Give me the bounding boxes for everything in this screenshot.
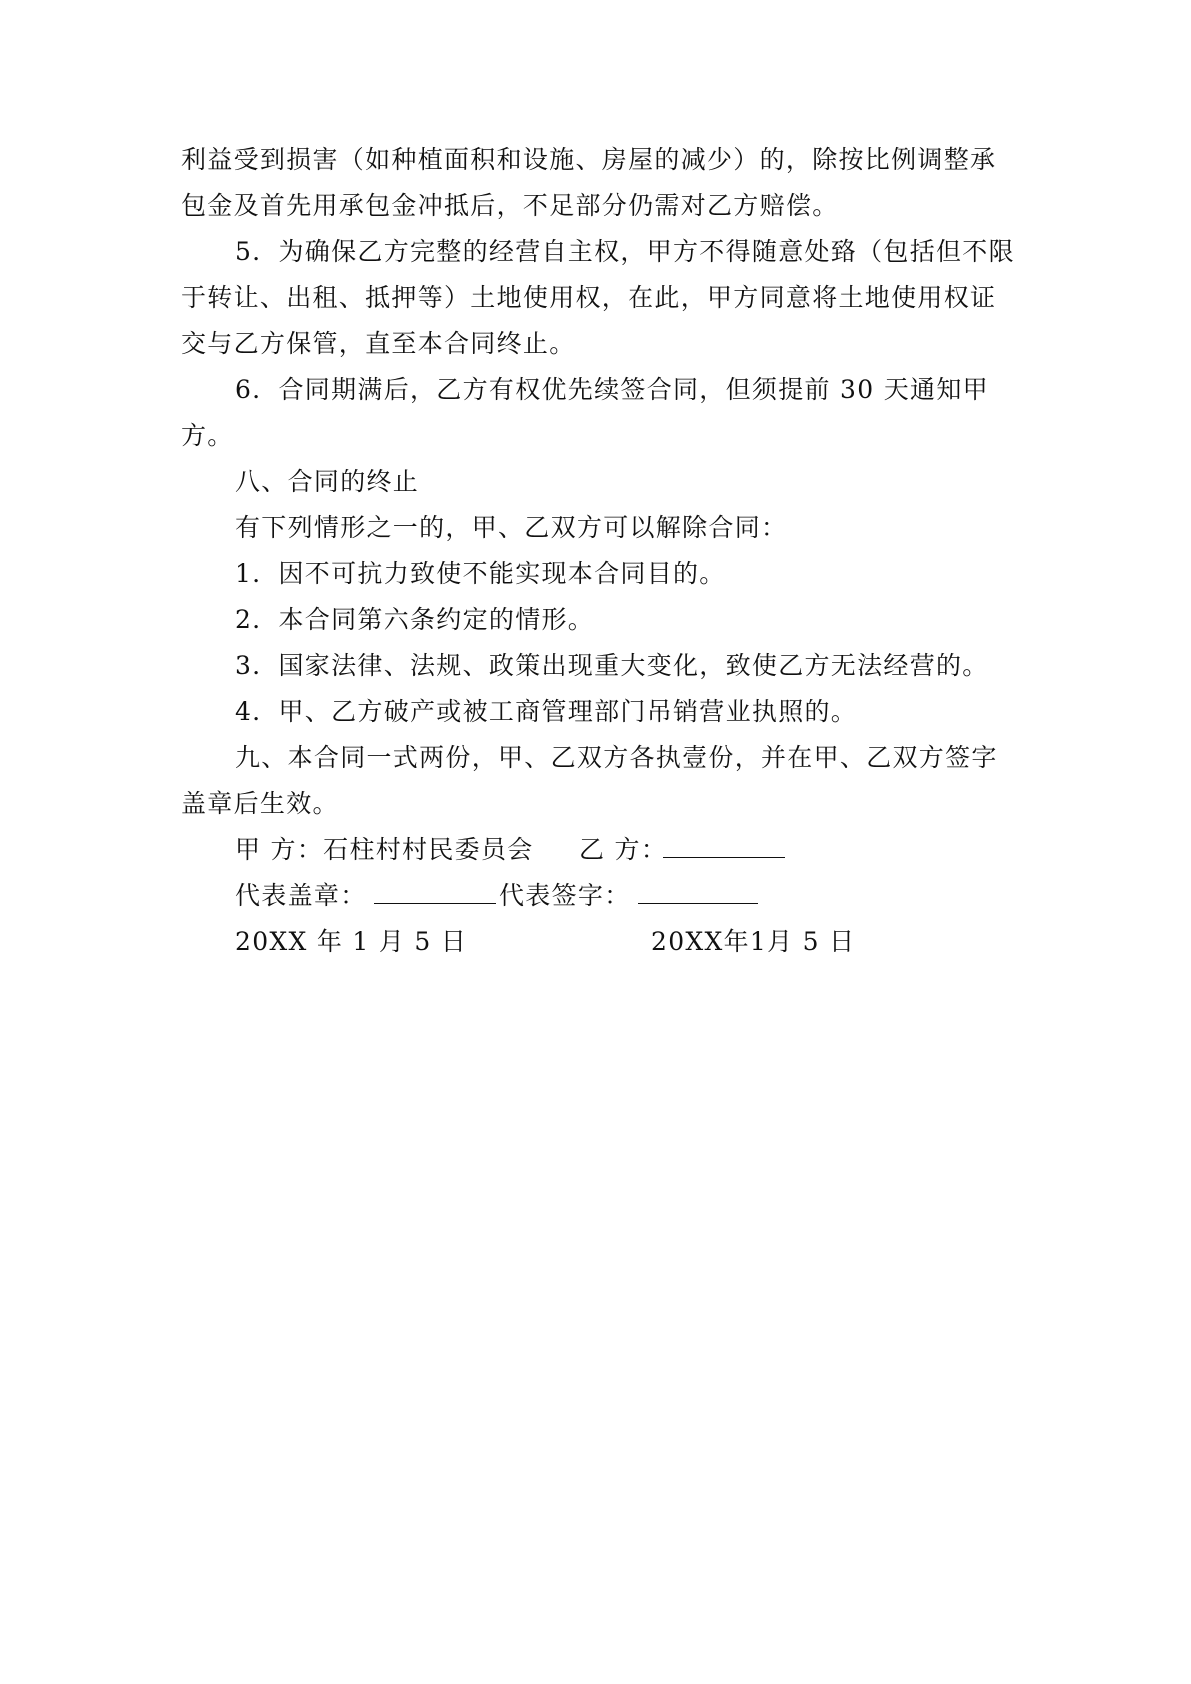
date-party-b: 20XX年1月 5 日	[651, 927, 856, 956]
date-party-a: 20XX 年 1 月 5 日	[235, 927, 468, 956]
paragraph-termination-4: 4．甲、乙方破产或被工商管理部门吊销营业执照的。	[235, 697, 858, 726]
paragraph-clause-6: 6．合同期满后，乙方有权优先续签合同，但须提前 30 天通知甲方。	[181, 375, 989, 450]
signature-row-dates	[181, 919, 1019, 965]
paragraph-clause-9: 九、本合同一式两份，甲、乙双方各执壹份，并在甲、乙双方签字盖章后生效。	[181, 743, 998, 818]
rep-sign-blank	[638, 873, 758, 919]
section-heading-termination: 八、合同的终止	[235, 467, 420, 496]
document-body	[181, 137, 1019, 965]
signature-row-representatives	[181, 873, 1019, 919]
paragraph-termination-intro: 有下列情形之一的，甲、乙双方可以解除合同：	[235, 513, 788, 542]
party-b-blank	[663, 827, 785, 873]
rep-sign-label: 代表签字：	[499, 881, 631, 910]
rep-seal-blank	[374, 873, 496, 919]
paragraph-termination-2: 2．本合同第六条约定的情形。	[235, 605, 595, 634]
paragraph-termination-3: 3．国家法律、法规、政策出现重大变化，致使乙方无法经营的。	[235, 651, 989, 680]
paragraph-damage-compensation: 利益受到损害（如种植面积和设施、房屋的减少）的，除按比例调整承包金及首先用承包金冲抵后，不足部分仍需对乙方赔偿。	[181, 145, 997, 220]
signature-row-parties	[181, 827, 1019, 873]
party-b-label: 乙 方：	[579, 835, 668, 864]
party-a-label: 甲 方：石柱村村民委员会	[235, 835, 534, 864]
rep-seal-label: 代表盖章：	[235, 881, 367, 910]
paragraph-termination-1: 1．因不可抗力致使不能实现本合同目的。	[235, 559, 726, 588]
paragraph-clause-5: 5．为确保乙方完整的经营自主权，甲方不得随意处臵（包括但不限于转让、出租、抵押等）土地使用权，在此，甲方同意将土地使用权证交与乙方保管，直至本合同终止。	[181, 237, 1015, 358]
